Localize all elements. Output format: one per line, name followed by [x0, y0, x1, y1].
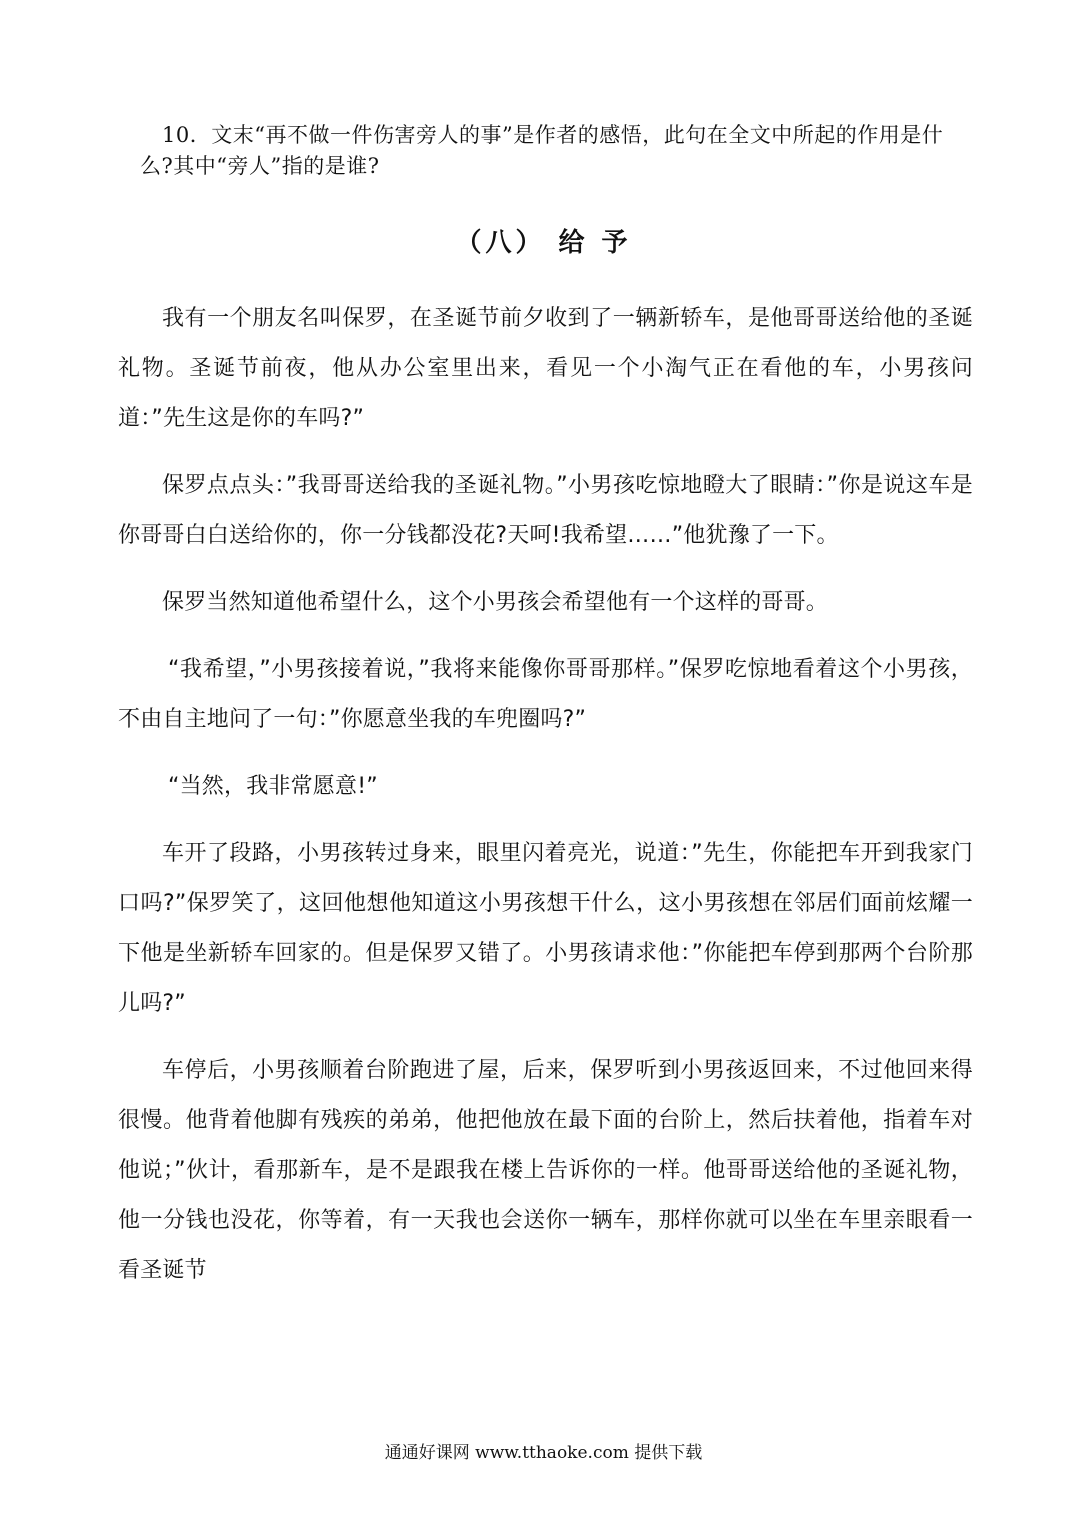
question-10 — [140, 120, 970, 182]
paragraph: 保罗当然知道他希望什么，这个小男孩会希望他有一个这样的哥哥。 — [162, 590, 829, 615]
paragraph: 保罗点点头：”我哥哥送给我的圣诞礼物。”小男孩吃惊地瞪大了眼睛：”你是说这车是你哥哥白白送给你的，你一分钱都没花?天呵!我希望……”他犹豫了一下。 — [118, 473, 973, 548]
paragraph: “当然，我非常愿意!” — [168, 774, 378, 799]
paragraph: 车停后，小男孩顺着台阶跑进了屋，后来，保罗听到小男孩返回来，不过他回来得很慢。他背着他脚有残疾的弟弟，他把他放在最下面的台阶上，然后扶着他，指着车对他说；”伙计，看那新车，是不是跟我在楼上告诉你的一样。他哥哥送给他的圣诞礼物，他一分钱也没花，你等着，有一天我也会送你一辆车，那样你就可以坐在车里亲眼看一看圣诞节 — [118, 1058, 973, 1283]
question-10-text: 10．文末“再不做一件伤害旁人的事”是作者的感悟，此句在全文中所起的作用是什么?其中“旁人”指的是谁? — [140, 123, 944, 178]
paragraph: “我希望，”小男孩接着说，”我将来能像你哥哥那样。”保罗吃惊地看着这个小男孩，不由自主地问了一句：”你愿意坐我的车兜圈吗?” — [118, 657, 973, 732]
page-footer: 通通好课网 www.tthaoke.com 提供下载 — [384, 1443, 703, 1463]
paragraph: 我有一个朋友名叫保罗，在圣诞节前夕收到了一辆新轿车，是他哥哥送给他的圣诞礼物。圣诞节前夜，他从办公室里出来，看见一个小淘气正在看他的车，小男孩问道：”先生这是你的车吗?” — [118, 306, 973, 431]
story-body — [118, 294, 973, 1313]
paragraph: 车开了段路，小男孩转过身来，眼里闪着亮光，说道：”先生，你能把车开到我家门口吗?”保罗笑了，这回他想他知道这小男孩想干什么，这小男孩想在邻居们面前炫耀一下他是坐新轿车回家的。但是保罗又错了。小男孩请求他：”你能把车停到那两个台阶那儿吗?” — [118, 841, 973, 1016]
section-title: （八） 给 予 — [455, 228, 632, 258]
